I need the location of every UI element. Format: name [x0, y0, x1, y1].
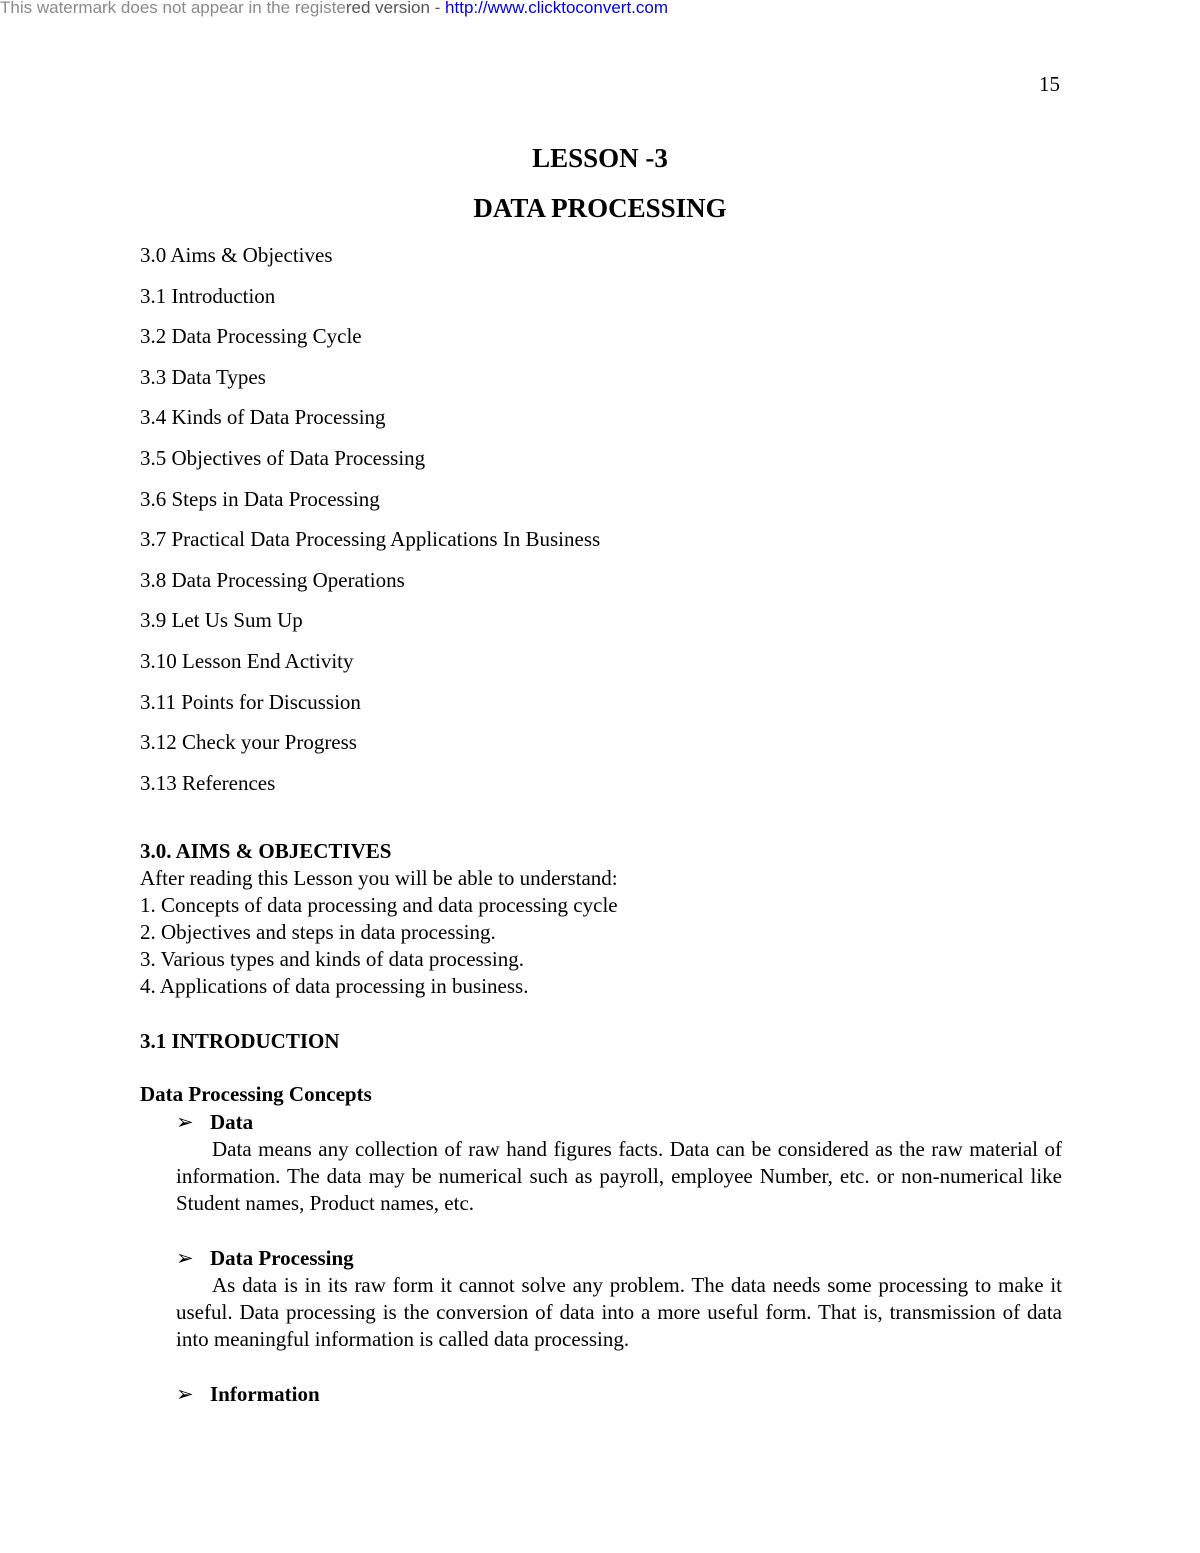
aims-section: [140, 837, 1062, 1000]
concept-data: [176, 1108, 1062, 1217]
aims-item: 3. Various types and kinds of data processing.: [140, 947, 524, 971]
toc-item: 3.3 Data Types: [140, 364, 266, 389]
toc-item: 3.7 Practical Data Processing Applications In Business: [140, 527, 601, 552]
concepts-section: [140, 1080, 1062, 1408]
page-number: 15: [1039, 72, 1060, 96]
toc-item: 3.8 Data Processing Operations: [140, 567, 405, 592]
concept-title: Data: [210, 1110, 254, 1134]
introduction-section: [140, 1027, 1062, 1055]
arrow-bullet-icon: ➢: [176, 1246, 194, 1270]
toc-item: 3.1 Introduction: [140, 283, 276, 308]
concepts-heading: Data Processing Concepts: [140, 1082, 372, 1106]
aims-intro: After reading this Lesson you will be able to understand:: [140, 866, 618, 890]
concept-title: Data Processing: [210, 1246, 354, 1270]
concept-text: As data is in its raw form it cannot solve any problem. The data needs some processing to make it useful. Data processing is the conversion of data into a more useful form. That is, transmission of data into meaningful information is called data processing.: [176, 1273, 1062, 1351]
table-of-contents: [140, 240, 600, 808]
watermark-text-bold: red version -: [345, 0, 446, 17]
aims-heading: 3.0. AIMS & OBJECTIVES: [140, 839, 392, 863]
concept-title: Information: [210, 1382, 320, 1406]
aims-list: [140, 865, 1062, 1000]
watermark-text: This watermark does not appear in the registe: [0, 0, 346, 17]
arrow-bullet-icon: ➢: [176, 1382, 194, 1406]
introduction-heading: 3.1 INTRODUCTION: [140, 1029, 340, 1053]
toc-item: 3.10 Lesson End Activity: [140, 648, 354, 673]
concept-information: [176, 1380, 1062, 1408]
lesson-title: LESSON -3: [532, 143, 668, 173]
aims-item: 1. Concepts of data processing and data processing cycle: [140, 893, 618, 917]
watermark-link[interactable]: http://www.clicktoconvert.com: [445, 0, 669, 17]
toc-item: 3.11 Points for Discussion: [140, 689, 361, 714]
aims-item: 2. Objectives and steps in data processing.: [140, 920, 496, 944]
toc-item: 3.2 Data Processing Cycle: [140, 324, 362, 349]
toc-item: 3.0 Aims & Objectives: [140, 243, 333, 267]
toc-item: 3.9 Let Us Sum Up: [140, 608, 303, 633]
watermark-banner: [0, 0, 668, 18]
lesson-subtitle: DATA PROCESSING: [473, 193, 727, 223]
aims-item: 4. Applications of data processing in business.: [140, 974, 529, 998]
toc-item: 3.13 References: [140, 770, 276, 795]
arrow-bullet-icon: ➢: [176, 1110, 194, 1134]
toc-item: 3.6 Steps in Data Processing: [140, 486, 380, 511]
toc-item: 3.5 Objectives of Data Processing: [140, 445, 426, 470]
toc-item: 3.4 Kinds of Data Processing: [140, 405, 386, 430]
concept-text: Data means any collection of raw hand figures facts. Data can be considered as the raw material of information. The data may be numerical such as payroll, employee Number, etc. or non-numerical like Student names, Product names, etc.: [176, 1137, 1062, 1215]
concept-data-processing: [176, 1244, 1062, 1353]
toc-item: 3.12 Check your Progress: [140, 730, 357, 755]
